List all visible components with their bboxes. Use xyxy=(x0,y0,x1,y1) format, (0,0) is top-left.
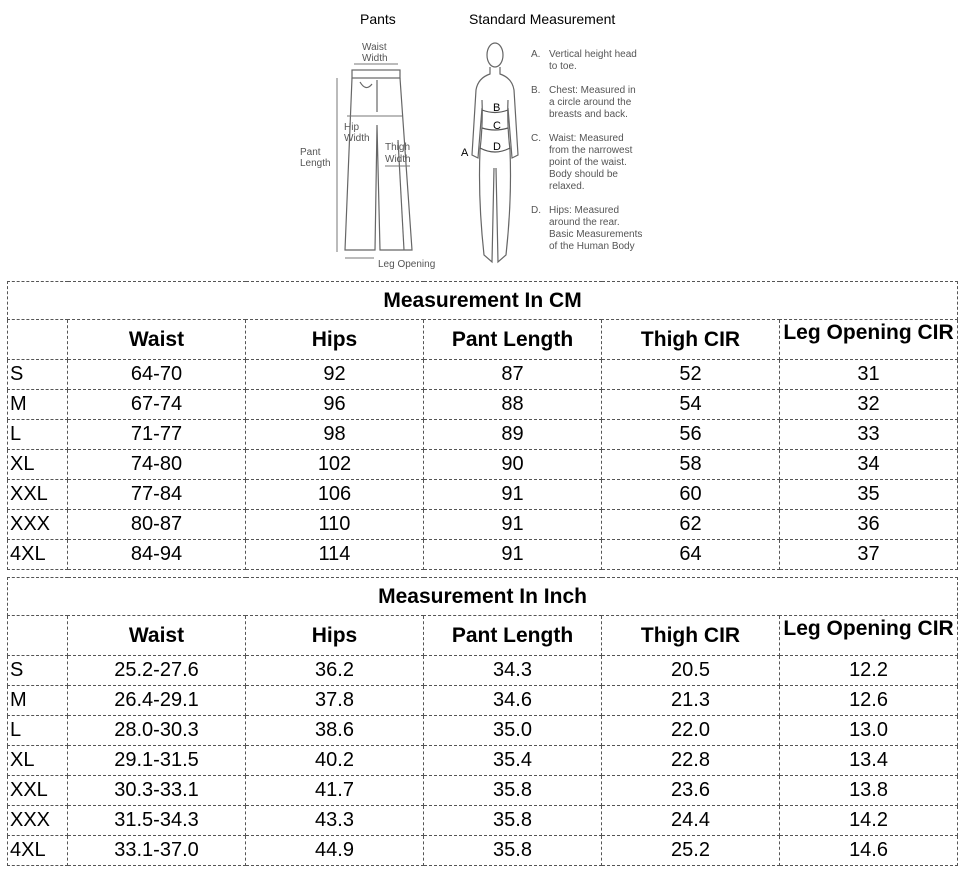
cell-hips: 92 xyxy=(246,360,424,390)
table-title: Measurement In Inch xyxy=(8,578,958,616)
thigh-width-label: Thigh xyxy=(385,142,411,153)
header-hips: Hips xyxy=(246,616,424,656)
cell-hips: 106 xyxy=(246,480,424,510)
cell-leg-opening-cir: 12.6 xyxy=(780,686,958,716)
cell-leg-opening-cir: 34 xyxy=(780,450,958,480)
svg-text:from the narrowest: from the narrowest xyxy=(549,145,633,156)
svg-text:B.: B. xyxy=(531,85,541,96)
svg-text:point of the waist.: point of the waist. xyxy=(549,157,627,168)
cell-pant-length: 88 xyxy=(424,390,602,420)
svg-text:D.: D. xyxy=(531,205,541,216)
cell-leg-opening-cir: 13.0 xyxy=(780,716,958,746)
table-row xyxy=(8,836,958,866)
table-row xyxy=(8,450,958,480)
marker-c: C xyxy=(493,120,501,132)
cell-leg-opening-cir: 14.6 xyxy=(780,836,958,866)
cell-leg-opening-cir: 14.2 xyxy=(780,806,958,836)
cell-leg-opening-cir: 13.4 xyxy=(780,746,958,776)
cell-hips: 40.2 xyxy=(246,746,424,776)
cell-leg-opening-cir: 37 xyxy=(780,540,958,570)
cell-size: XL xyxy=(8,746,68,776)
cell-hips: 110 xyxy=(246,510,424,540)
svg-text:Chest: Measured in: Chest: Measured in xyxy=(549,85,636,96)
cell-waist: 26.4-29.1 xyxy=(68,686,246,716)
svg-text:to toe.: to toe. xyxy=(549,61,577,72)
cell-hips: 41.7 xyxy=(246,776,424,806)
cell-size: XL xyxy=(8,450,68,480)
cell-pant-length: 35.4 xyxy=(424,746,602,776)
svg-text:Body should be: Body should be xyxy=(549,169,618,180)
cell-size: 4XL xyxy=(8,836,68,866)
table-row xyxy=(8,540,958,570)
header-pant-length: Pant Length xyxy=(424,320,602,360)
cell-pant-length: 35.8 xyxy=(424,806,602,836)
svg-text:around the rear.: around the rear. xyxy=(549,217,620,228)
cell-size: XXL xyxy=(8,776,68,806)
cell-size: XXX xyxy=(8,510,68,540)
cell-leg-opening-cir: 13.8 xyxy=(780,776,958,806)
measurement-illustration xyxy=(280,0,700,278)
waist-width-label: Waist xyxy=(362,42,387,53)
svg-text:A.: A. xyxy=(531,49,541,60)
cell-waist: 74-80 xyxy=(68,450,246,480)
cell-thigh-cir: 58 xyxy=(602,450,780,480)
cell-waist: 64-70 xyxy=(68,360,246,390)
marker-a: A xyxy=(461,147,469,159)
cell-size: XXX xyxy=(8,806,68,836)
header-hips: Hips xyxy=(246,320,424,360)
svg-text:Basic Measurements: Basic Measurements xyxy=(549,229,643,240)
pant-length-label: Pant xyxy=(300,147,321,158)
cell-pant-length: 91 xyxy=(424,510,602,540)
svg-text:of the Human Body: of the Human Body xyxy=(549,241,635,252)
cell-waist: 31.5-34.3 xyxy=(68,806,246,836)
cell-hips: 114 xyxy=(246,540,424,570)
cell-size: L xyxy=(8,716,68,746)
cell-thigh-cir: 23.6 xyxy=(602,776,780,806)
svg-text:Vertical height head: Vertical height head xyxy=(549,49,637,60)
waist-width-label: Width xyxy=(362,53,388,64)
table-row xyxy=(8,716,958,746)
size-table-cm xyxy=(7,281,958,570)
cell-thigh-cir: 25.2 xyxy=(602,836,780,866)
header-size xyxy=(8,616,68,656)
table-title: Measurement In CM xyxy=(8,282,958,320)
table-row xyxy=(8,360,958,390)
table-row xyxy=(8,776,958,806)
pant-length-label: Length xyxy=(300,158,331,169)
header-leg-opening-cir: Leg Opening CIR xyxy=(780,320,958,360)
cell-hips: 36.2 xyxy=(246,656,424,686)
cell-hips: 98 xyxy=(246,420,424,450)
cell-hips: 38.6 xyxy=(246,716,424,746)
cell-pant-length: 90 xyxy=(424,450,602,480)
hip-width-label: Hip xyxy=(344,122,360,133)
cell-leg-opening-cir: 32 xyxy=(780,390,958,420)
cell-pant-length: 34.6 xyxy=(424,686,602,716)
table-row xyxy=(8,656,958,686)
cell-waist: 67-74 xyxy=(68,390,246,420)
cell-thigh-cir: 56 xyxy=(602,420,780,450)
table-row xyxy=(8,806,958,836)
svg-text:Waist: Measured: Waist: Measured xyxy=(549,133,624,144)
cell-waist: 33.1-37.0 xyxy=(68,836,246,866)
marker-d: D xyxy=(493,141,501,153)
cell-thigh-cir: 60 xyxy=(602,480,780,510)
cell-waist: 80-87 xyxy=(68,510,246,540)
cell-thigh-cir: 22.8 xyxy=(602,746,780,776)
header-thigh-cir: Thigh CIR xyxy=(602,616,780,656)
cell-hips: 102 xyxy=(246,450,424,480)
table-row xyxy=(8,390,958,420)
header-waist: Waist xyxy=(68,320,246,360)
cell-leg-opening-cir: 33 xyxy=(780,420,958,450)
cell-leg-opening-cir: 36 xyxy=(780,510,958,540)
svg-text:relaxed.: relaxed. xyxy=(549,181,585,192)
cell-waist: 71-77 xyxy=(68,420,246,450)
cell-leg-opening-cir: 12.2 xyxy=(780,656,958,686)
note-d xyxy=(531,205,642,252)
cell-waist: 28.0-30.3 xyxy=(68,716,246,746)
size-table-inch xyxy=(7,577,958,866)
cell-thigh-cir: 64 xyxy=(602,540,780,570)
note-a xyxy=(531,49,637,72)
svg-text:C.: C. xyxy=(531,133,541,144)
cell-pant-length: 34.3 xyxy=(424,656,602,686)
cell-size: L xyxy=(8,420,68,450)
cell-hips: 43.3 xyxy=(246,806,424,836)
cell-thigh-cir: 52 xyxy=(602,360,780,390)
table-row xyxy=(8,510,958,540)
cell-thigh-cir: 21.3 xyxy=(602,686,780,716)
cell-hips: 96 xyxy=(246,390,424,420)
table-row xyxy=(8,420,958,450)
svg-text:Hips: Measured: Hips: Measured xyxy=(549,205,620,216)
hip-width-label: Width xyxy=(344,133,370,144)
cell-leg-opening-cir: 31 xyxy=(780,360,958,390)
header-pant-length: Pant Length xyxy=(424,616,602,656)
cell-hips: 44.9 xyxy=(246,836,424,866)
table-header-row xyxy=(8,320,958,360)
svg-text:breasts and back.: breasts and back. xyxy=(549,109,628,120)
cell-waist: 84-94 xyxy=(68,540,246,570)
cell-pant-length: 35.8 xyxy=(424,836,602,866)
svg-text:a circle around the: a circle around the xyxy=(549,97,632,108)
cell-pant-length: 91 xyxy=(424,540,602,570)
cell-pant-length: 87 xyxy=(424,360,602,390)
cell-thigh-cir: 54 xyxy=(602,390,780,420)
cell-thigh-cir: 24.4 xyxy=(602,806,780,836)
cell-pant-length: 91 xyxy=(424,480,602,510)
pants-title: Pants xyxy=(360,11,396,27)
cell-waist: 29.1-31.5 xyxy=(68,746,246,776)
header-waist: Waist xyxy=(68,616,246,656)
table-header-row xyxy=(8,616,958,656)
note-b xyxy=(531,85,636,120)
cell-waist: 25.2-27.6 xyxy=(68,656,246,686)
header-size xyxy=(8,320,68,360)
cell-thigh-cir: 62 xyxy=(602,510,780,540)
marker-b: B xyxy=(493,102,501,114)
cell-size: M xyxy=(8,686,68,716)
cell-waist: 77-84 xyxy=(68,480,246,510)
cell-pant-length: 89 xyxy=(424,420,602,450)
cell-pant-length: 35.8 xyxy=(424,776,602,806)
standard-measurement-title: Standard Measurement xyxy=(469,11,616,27)
table-row xyxy=(8,746,958,776)
table-row xyxy=(8,480,958,510)
cell-size: S xyxy=(8,360,68,390)
leg-opening-label: Leg Opening xyxy=(378,259,436,270)
cell-thigh-cir: 20.5 xyxy=(602,656,780,686)
cell-leg-opening-cir: 35 xyxy=(780,480,958,510)
cell-waist: 30.3-33.1 xyxy=(68,776,246,806)
cell-pant-length: 35.0 xyxy=(424,716,602,746)
cell-size: M xyxy=(8,390,68,420)
cell-size: XXL xyxy=(8,480,68,510)
cell-thigh-cir: 22.0 xyxy=(602,716,780,746)
thigh-width-label: Width xyxy=(385,154,411,165)
cell-size: 4XL xyxy=(8,540,68,570)
cell-hips: 37.8 xyxy=(246,686,424,716)
table-row xyxy=(8,686,958,716)
header-thigh-cir: Thigh CIR xyxy=(602,320,780,360)
cell-size: S xyxy=(8,656,68,686)
note-c xyxy=(531,133,633,192)
header-leg-opening-cir: Leg Opening CIR xyxy=(780,616,958,656)
